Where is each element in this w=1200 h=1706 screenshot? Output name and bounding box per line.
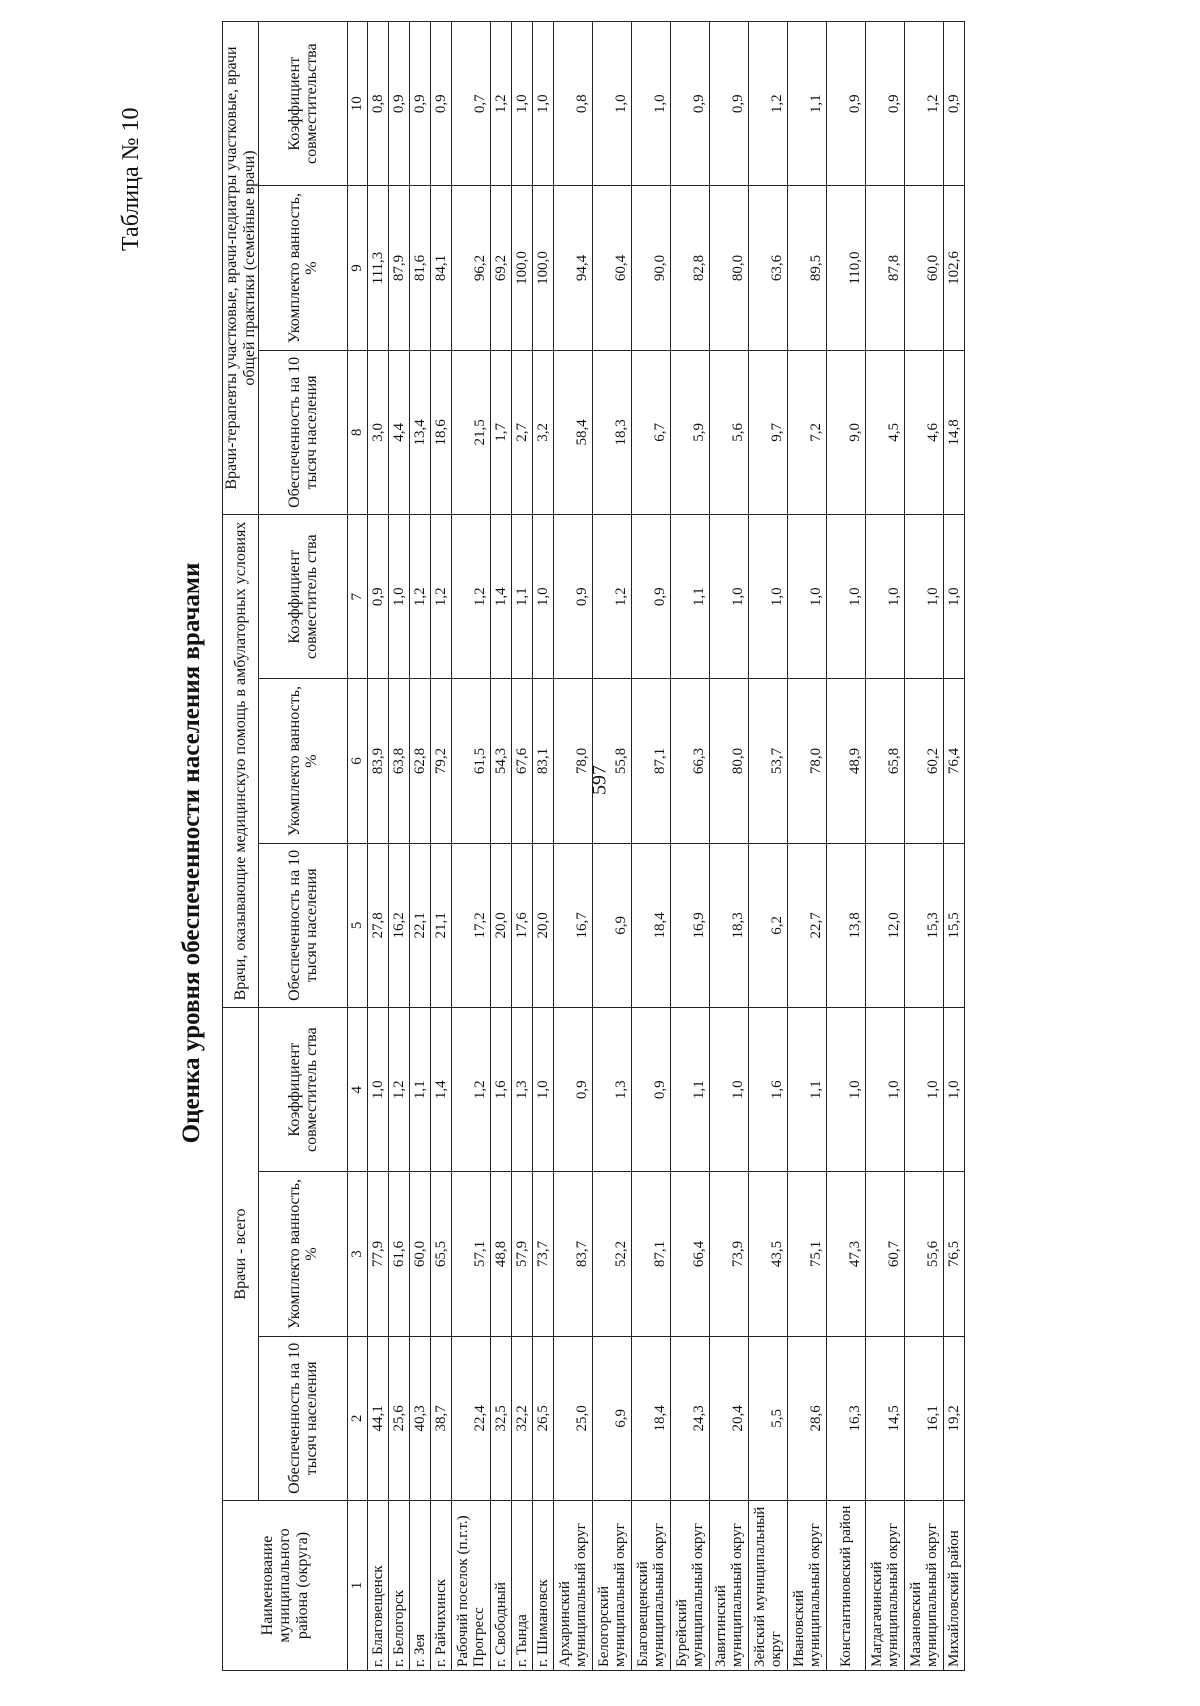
table-cell: 6,9 (593, 843, 632, 1007)
table-row (368, 22, 389, 1671)
municipality-name: Магдагачинский муниципальный округ (866, 1501, 905, 1671)
municipality-name: Константиновский район (827, 1501, 866, 1671)
table-cell: 94,4 (554, 186, 593, 350)
table-cell: 63,6 (749, 186, 788, 350)
table-cell: 18,4 (632, 1336, 671, 1500)
column-number: 8 (348, 350, 368, 514)
table-cell: 4,5 (866, 350, 905, 514)
table-cell: 16,7 (554, 843, 593, 1007)
table-cell: 1,0 (710, 515, 749, 679)
table-row (710, 22, 749, 1671)
table-cell: 96,2 (452, 186, 491, 350)
table-cell: 1,0 (788, 515, 827, 679)
table-cell: 48,9 (827, 679, 866, 843)
table-cell: 1,4 (491, 515, 512, 679)
table-cell: 110,0 (827, 186, 866, 350)
header-sub: Укомплекто ванность, % (259, 1172, 348, 1336)
table-cell: 1,0 (710, 1008, 749, 1172)
column-number: 7 (348, 515, 368, 679)
table-row (512, 22, 533, 1671)
table-cell: 87,9 (389, 186, 410, 350)
table-cell: 1,0 (944, 515, 965, 679)
table-cell: 1,0 (512, 22, 533, 186)
table-cell: 25,0 (554, 1336, 593, 1500)
table-cell: 16,2 (389, 843, 410, 1007)
table-cell: 47,3 (827, 1172, 866, 1336)
column-number: 6 (348, 679, 368, 843)
column-number: 3 (348, 1172, 368, 1336)
table-cell: 18,3 (593, 350, 632, 514)
municipality-name: Мазановский муниципальный округ (905, 1501, 944, 1671)
table-cell: 76,4 (944, 679, 965, 843)
municipality-name: Михайловский район (944, 1501, 965, 1671)
table-cell: 79,2 (431, 679, 452, 843)
table-cell: 1,2 (452, 515, 491, 679)
table-cell: 15,5 (944, 843, 965, 1007)
header-row-numbers (348, 22, 368, 1671)
column-number: 5 (348, 843, 368, 1007)
table-cell: 44,1 (368, 1336, 389, 1500)
municipality-name: Бурейский муниципальный округ (671, 1501, 710, 1671)
table-cell: 43,5 (749, 1172, 788, 1336)
table-cell: 24,3 (671, 1336, 710, 1500)
table-cell: 1,2 (410, 515, 431, 679)
table-cell: 1,1 (671, 1008, 710, 1172)
table-row (632, 22, 671, 1671)
header-sub: Обеспеченность на 10 тысяч населения (259, 350, 348, 514)
table-cell: 54,3 (491, 679, 512, 843)
table-row (788, 22, 827, 1671)
table-row (410, 22, 431, 1671)
municipality-name: г. Райчихинск (431, 1501, 452, 1671)
table-cell: 83,9 (368, 679, 389, 843)
table-cell: 1,2 (431, 515, 452, 679)
table-cell: 63,8 (389, 679, 410, 843)
table-cell: 18,4 (632, 843, 671, 1007)
table-cell: 87,8 (866, 186, 905, 350)
table-cell: 60,2 (905, 679, 944, 843)
table-cell: 16,9 (671, 843, 710, 1007)
table-cell: 5,6 (710, 350, 749, 514)
table-cell: 13,4 (410, 350, 431, 514)
table-cell: 83,1 (533, 679, 554, 843)
table-cell: 14,8 (944, 350, 965, 514)
table-cell: 0,8 (368, 22, 389, 186)
doctors-table (222, 21, 965, 1671)
table-cell: 18,3 (710, 843, 749, 1007)
table-row (452, 22, 491, 1671)
table-cell: 3,2 (533, 350, 554, 514)
table-cell: 78,0 (554, 679, 593, 843)
table-cell: 1,0 (866, 515, 905, 679)
table-row (866, 22, 905, 1671)
table-cell: 102,6 (944, 186, 965, 350)
table-cell: 6,7 (632, 350, 671, 514)
table-row (491, 22, 512, 1671)
table-cell: 16,3 (827, 1336, 866, 1500)
table-row (671, 22, 710, 1671)
table-row (389, 22, 410, 1671)
table-cell: 111,3 (368, 186, 389, 350)
municipality-name: г. Зея (410, 1501, 431, 1671)
table-cell: 1,0 (944, 1008, 965, 1172)
table-cell: 5,5 (749, 1336, 788, 1500)
table-cell: 89,5 (788, 186, 827, 350)
table-cell: 0,9 (632, 515, 671, 679)
column-number: 2 (348, 1336, 368, 1500)
table-cell: 3,0 (368, 350, 389, 514)
table-cell: 83,7 (554, 1172, 593, 1336)
municipality-name: г. Свободный (491, 1501, 512, 1671)
table-cell: 15,3 (905, 843, 944, 1007)
table-cell: 60,0 (410, 1172, 431, 1336)
table-cell: 81,6 (410, 186, 431, 350)
table-cell: 65,5 (431, 1172, 452, 1336)
table-row (827, 22, 866, 1671)
table-cell: 4,4 (389, 350, 410, 514)
table-cell: 58,4 (554, 350, 593, 514)
table-cell: 0,9 (554, 515, 593, 679)
table-cell: 73,7 (533, 1172, 554, 1336)
table-cell: 0,9 (866, 22, 905, 186)
header-group-primary-care: Врачи-терапевты участковые, врачи-педиатры участковые, врачи общей практики (семейные врачи) (223, 22, 259, 515)
header-group-all-doctors: Врачи - всего (223, 1008, 259, 1501)
table-row (593, 22, 632, 1671)
table-cell: 40,3 (410, 1336, 431, 1500)
table-cell: 17,2 (452, 843, 491, 1007)
table-cell: 82,8 (671, 186, 710, 350)
table-cell: 1,1 (410, 1008, 431, 1172)
table-cell: 1,2 (593, 515, 632, 679)
page-number: 597 (588, 765, 611, 795)
table-cell: 32,5 (491, 1336, 512, 1500)
table-label: Таблица № 10 (118, 107, 144, 251)
table-row (431, 22, 452, 1671)
table-cell: 87,1 (632, 1172, 671, 1336)
table-cell: 1,2 (389, 1008, 410, 1172)
table-cell: 53,7 (749, 679, 788, 843)
table-cell: 7,2 (788, 350, 827, 514)
table-cell: 26,5 (533, 1336, 554, 1500)
table-cell: 1,0 (632, 22, 671, 186)
table-row (749, 22, 788, 1671)
table-cell: 61,5 (452, 679, 491, 843)
table-cell: 62,8 (410, 679, 431, 843)
table-cell: 87,1 (632, 679, 671, 843)
table-cell: 22,1 (410, 843, 431, 1007)
table-cell: 22,7 (788, 843, 827, 1007)
table-cell: 0,9 (431, 22, 452, 186)
municipality-name: Белогорский муниципальный округ (593, 1501, 632, 1671)
table-cell: 16,1 (905, 1336, 944, 1500)
municipality-name: Ивановский муниципальный округ (788, 1501, 827, 1671)
table-cell: 9,0 (827, 350, 866, 514)
table-cell: 77,9 (368, 1172, 389, 1336)
header-sub: Коэффициент совместитель ства (259, 515, 348, 679)
column-number: 9 (348, 186, 368, 350)
municipality-name: Рабочий поселок (п.г.т.) Прогресс (452, 1501, 491, 1671)
table-cell: 14,5 (866, 1336, 905, 1500)
table-cell: 57,1 (452, 1172, 491, 1336)
table-cell: 78,0 (788, 679, 827, 843)
table-cell: 57,9 (512, 1172, 533, 1336)
table-cell: 20,0 (533, 843, 554, 1007)
table-cell: 38,7 (431, 1336, 452, 1500)
table-cell: 32,2 (512, 1336, 533, 1500)
table-cell: 0,7 (452, 22, 491, 186)
table-cell: 5,9 (671, 350, 710, 514)
table-cell: 84,1 (431, 186, 452, 350)
table-cell: 6,2 (749, 843, 788, 1007)
table-cell: 1,1 (788, 1008, 827, 1172)
header-row-sub (259, 22, 348, 1671)
table-cell: 1,2 (905, 22, 944, 186)
header-sub: Коэффициент совместитель ства (259, 1008, 348, 1172)
table-cell: 22,4 (452, 1336, 491, 1500)
column-number: 4 (348, 1008, 368, 1172)
table-body (368, 22, 965, 1671)
table-cell: 0,9 (827, 22, 866, 186)
table-cell: 48,8 (491, 1172, 512, 1336)
column-number: 10 (348, 22, 368, 186)
table-cell: 17,6 (512, 843, 533, 1007)
table-cell: 4,6 (905, 350, 944, 514)
table-cell: 1,0 (533, 515, 554, 679)
table-cell: 1,0 (368, 1008, 389, 1172)
table-cell: 60,7 (866, 1172, 905, 1336)
table-cell: 1,1 (512, 515, 533, 679)
table-cell: 1,0 (749, 515, 788, 679)
table-cell: 80,0 (710, 186, 749, 350)
table-cell: 80,0 (710, 679, 749, 843)
table-cell: 52,2 (593, 1172, 632, 1336)
table-row (533, 22, 554, 1671)
table-cell: 25,6 (389, 1336, 410, 1500)
header-group-outpatient: Врачи, оказывающие медицинскую помощь в амбулаторных условиях (223, 515, 259, 1008)
table-row (905, 22, 944, 1671)
table-cell: 75,1 (788, 1172, 827, 1336)
table-cell: 1,6 (749, 1008, 788, 1172)
header-row-groups (223, 22, 259, 1671)
table-cell: 13,8 (827, 843, 866, 1007)
table-row (944, 22, 965, 1671)
table-cell: 1,1 (788, 22, 827, 186)
table-cell: 73,9 (710, 1172, 749, 1336)
table-cell: 0,9 (710, 22, 749, 186)
table-cell: 1,0 (827, 515, 866, 679)
table-cell: 1,0 (389, 515, 410, 679)
table-cell: 61,6 (389, 1172, 410, 1336)
table-cell: 1,1 (671, 515, 710, 679)
table-cell: 66,4 (671, 1172, 710, 1336)
table-cell: 12,0 (866, 843, 905, 1007)
table-cell: 90,0 (632, 186, 671, 350)
municipality-name: Архаринский муниципальный округ (554, 1501, 593, 1671)
table-cell: 1,2 (749, 22, 788, 186)
table-cell: 1,0 (827, 1008, 866, 1172)
table-cell: 20,0 (491, 843, 512, 1007)
table-cell: 0,9 (632, 1008, 671, 1172)
municipality-name: Завитинский муниципальный округ (710, 1501, 749, 1671)
table-cell: 27,8 (368, 843, 389, 1007)
table-cell: 0,9 (389, 22, 410, 186)
table-cell: 55,6 (905, 1172, 944, 1336)
table-cell: 28,6 (788, 1336, 827, 1500)
column-number: 1 (348, 1501, 368, 1671)
header-sub: Укомплекто ванность, % (259, 186, 348, 350)
table-cell: 66,3 (671, 679, 710, 843)
table-cell: 1,3 (593, 1008, 632, 1172)
municipality-name: г. Тында (512, 1501, 533, 1671)
table-cell: 1,2 (491, 22, 512, 186)
table-cell: 55,8 (593, 679, 632, 843)
table-row (554, 22, 593, 1671)
header-sub: Обеспеченность на 10 тысяч населения (259, 1336, 348, 1500)
table-cell: 0,9 (671, 22, 710, 186)
table-cell: 1,4 (431, 1008, 452, 1172)
table-cell: 1,2 (452, 1008, 491, 1172)
municipality-name: г. Благовещенск (368, 1501, 389, 1671)
table-cell: 1,0 (905, 1008, 944, 1172)
table-cell: 1,3 (512, 1008, 533, 1172)
table-cell: 1,0 (533, 22, 554, 186)
municipality-name: Благовещенский муниципальный округ (632, 1501, 671, 1671)
table-cell: 21,1 (431, 843, 452, 1007)
table-cell: 69,2 (491, 186, 512, 350)
municipality-name: г. Белогорск (389, 1501, 410, 1671)
table-cell: 100,0 (533, 186, 554, 350)
table-cell: 60,4 (593, 186, 632, 350)
table-cell: 60,0 (905, 186, 944, 350)
table-cell: 1,0 (593, 22, 632, 186)
table-cell: 19,2 (944, 1336, 965, 1500)
table-cell: 0,9 (368, 515, 389, 679)
municipality-name: г. Шимановск (533, 1501, 554, 1671)
header-sub: Коэффициент совместительства (259, 22, 348, 186)
table-cell: 1,6 (491, 1008, 512, 1172)
table-cell: 21,5 (452, 350, 491, 514)
table-cell: 18,6 (431, 350, 452, 514)
table-cell: 0,8 (554, 22, 593, 186)
table-cell: 2,7 (512, 350, 533, 514)
table-cell: 65,8 (866, 679, 905, 843)
table-cell: 1,7 (491, 350, 512, 514)
table-cell: 0,9 (410, 22, 431, 186)
table-cell: 100,0 (512, 186, 533, 350)
municipality-name: Зейский муниципальный округ (749, 1501, 788, 1671)
table-cell: 0,9 (944, 22, 965, 186)
header-municipality: Наименование муниципального района (округа) (223, 1501, 348, 1671)
table-cell: 6,9 (593, 1336, 632, 1500)
header-sub: Укомплекто ванность, % (259, 679, 348, 843)
table-cell: 9,7 (749, 350, 788, 514)
table-cell: 67,6 (512, 679, 533, 843)
table-cell: 20,4 (710, 1336, 749, 1500)
table-cell: 76,5 (944, 1172, 965, 1336)
table-cell: 1,0 (533, 1008, 554, 1172)
table-cell: 1,0 (866, 1008, 905, 1172)
header-sub: Обеспеченность на 10 тысяч населения (259, 843, 348, 1007)
table-cell: 0,9 (554, 1008, 593, 1172)
table-cell: 1,0 (905, 515, 944, 679)
table-title: Оценка уровня обеспеченности населения врачами (178, 562, 205, 1144)
